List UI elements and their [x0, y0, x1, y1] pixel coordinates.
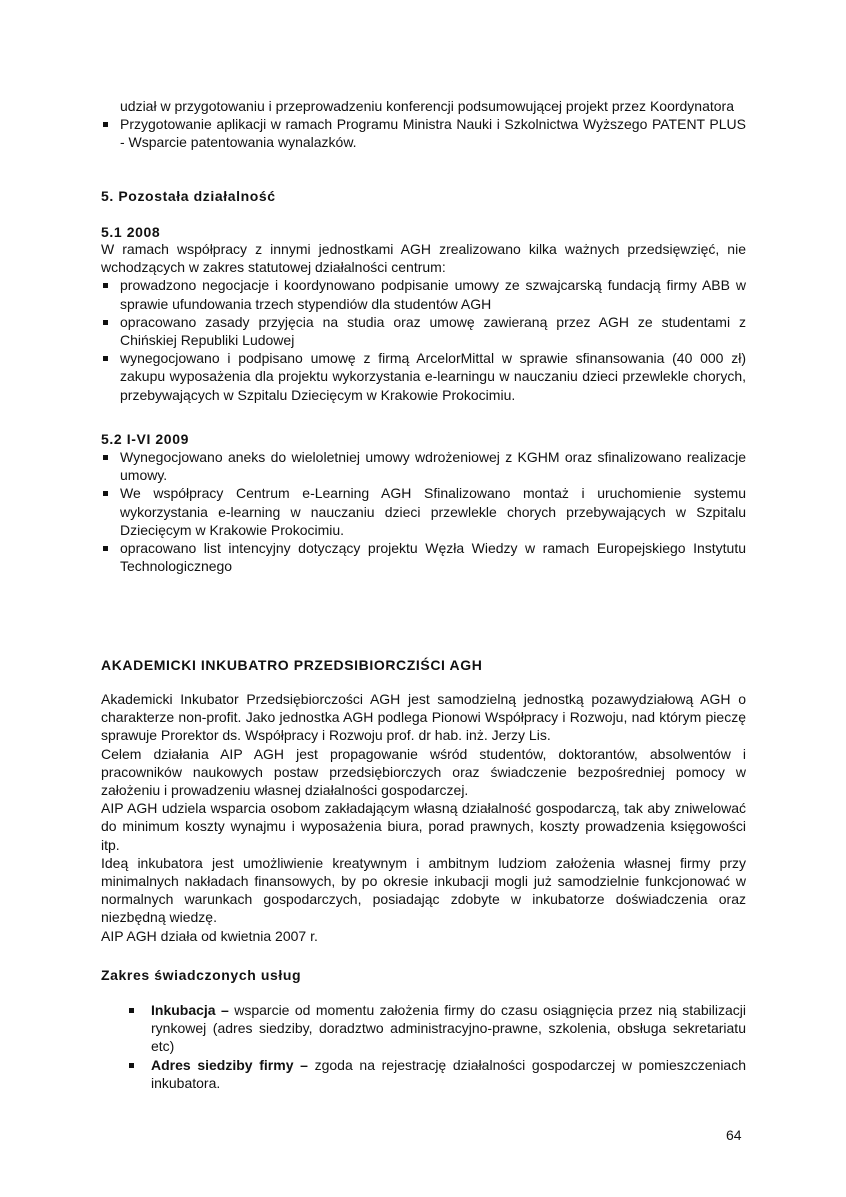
paragraph: AIP AGH działa od kwietnia 2007 r.: [101, 927, 318, 944]
list-item-text: We współpracy Centrum e-Learning AGH Sfinalizowano montaż i uruchomienie systemu wykorzystania e-learning w nauczaniu dzieci przewlekle chorych przebywających w Szpitalu Dziecięcym w Krakowie Prokocimiu.: [120, 485, 746, 538]
aip-heading: AKADEMICKI INKUBATRO PRZEDSIBIORCZIŚCI AGH: [101, 657, 483, 673]
list-item-text: prowadzono negocjacje i koordynowano podpisanie umowy ze szwajcarską fundacją firmy ABB w sprawie ufundowania trzech stypendiów dla studentów AGH: [120, 277, 746, 312]
services-list: [101, 1001, 746, 1092]
services-heading: Zakres świadczonych usług: [101, 967, 302, 983]
subsection-heading: 5.1 2008: [101, 224, 161, 240]
subsection-heading: 5.2 I-VI 2009: [101, 431, 189, 447]
list-item: [101, 539, 746, 575]
list-item: [101, 115, 746, 151]
page-number: 64: [726, 1127, 742, 1143]
service-term: Adres siedziby firmy –: [151, 1056, 308, 1073]
list-item-text: Przygotowanie aplikacji w ramach Programu Ministra Nauki i Szkolnictwa Wyższego PATENT PLUS - Wsparcie patentowania wynalazków.: [120, 116, 746, 151]
paragraph: Ideą inkubatora jest umożliwienie kreatywnym i ambitnym ludziom założenia własnej firmy przy minimalnych nakładach finansowych, by po okresie inkubacji mogli już samodzielnie funkcjonować w normalnych warunkach gospodarczych, posiadając zdobyte w inkubatorze doświadczenia oraz niezbędną wiedzę.: [101, 854, 746, 926]
list-item-text: wynegocjowano i podpisano umowę z firmą ArcelorMittal w sprawie sfinansowania (40 000 zł) zakupu wyposażenia dla projektu wykorzystania e-learningu w nauczaniu dzieci przewlekle chorych, przebywających w Szpitalu Dziecięcym w Krakowie Prokocimiu.: [120, 350, 746, 403]
list-item: [101, 484, 746, 539]
paragraph: W ramach współpracy z innymi jednostkami AGH zrealizowano kilka ważnych przedsięwzięć, nie wchodzących w zakres statutowej działalności centrum:: [101, 241, 746, 276]
paragraph: Akademicki Inkubator Przedsiębiorczości AGH jest samodzielną jednostką pozawydziałową AGH o charakterze non-profit. Jako jednostka AGH podlega Pionowi Współpracy i Rozwoju, nad którym pieczę sprawuje Prorektor ds. Współpracy i Rozwoju prof. dr hab. inż. Jerzy Lis.: [101, 691, 746, 744]
intro-continuation: [101, 97, 746, 152]
aip-body: [101, 690, 746, 945]
list-item: [101, 276, 746, 312]
continued-item: [101, 97, 746, 115]
paragraph: AIP AGH udziela wsparcia osobom zakładającym własną działalność gospodarczą, tak aby zniwelować do minimum koszty wynajmu i wyposażenia biura, porad prawnych, koszty prowadzenia księgowości itp.: [101, 800, 746, 853]
list-item: [101, 313, 746, 349]
service-item: [101, 1001, 746, 1056]
continued-item-text: udział w przygotowaniu i przeprowadzeniu konferencji podsumowującej projekt przez Koordynatora: [120, 98, 734, 114]
paragraph: Celem działania AIP AGH jest propagowanie wśród studentów, doktorantów, absolwentów i pracowników naukowych postaw przedsiębiorczych oraz świadczenie bezpośredniej pomocy w założeniu i prowadzeniu własnej działalności gospodarczej.: [101, 745, 746, 799]
list-item-text: opracowano zasady przyjęcia na studia oraz umowę zawieraną przez AGH ze studentami z Chińskiej Republiki Ludowej: [120, 313, 746, 349]
list-item-text: opracowano list intencyjny dotyczący projektu Węzła Wiedzy w ramach Europejskiego Instytutu Technologicznego: [120, 540, 746, 575]
service-item: [101, 1056, 746, 1092]
subsection-body: [101, 240, 746, 404]
subsection-body: [101, 448, 746, 575]
service-desc: wsparcie od momentu założenia firmy do czasu osiągnięcia przez nią stabilizacji rynkowej (adres siedziby, doradztwo administracyjno-prawne, szkolenia, obsługa sekretariatu etc): [151, 1002, 746, 1055]
list-item: [101, 448, 746, 484]
list-item: [101, 349, 746, 404]
service-term: Inkubacja –: [151, 1002, 229, 1018]
service-desc: zgoda na rejestrację działalności gospodarczej w pomieszczeniach inkubatora.: [151, 1056, 746, 1091]
list-item-text: Wynegocjowano aneks do wieloletniej umowy wdrożeniowej z KGHM oraz sfinalizowano realizacje umowy.: [120, 449, 746, 484]
section-heading: 5. Pozostała działalność: [101, 188, 276, 204]
